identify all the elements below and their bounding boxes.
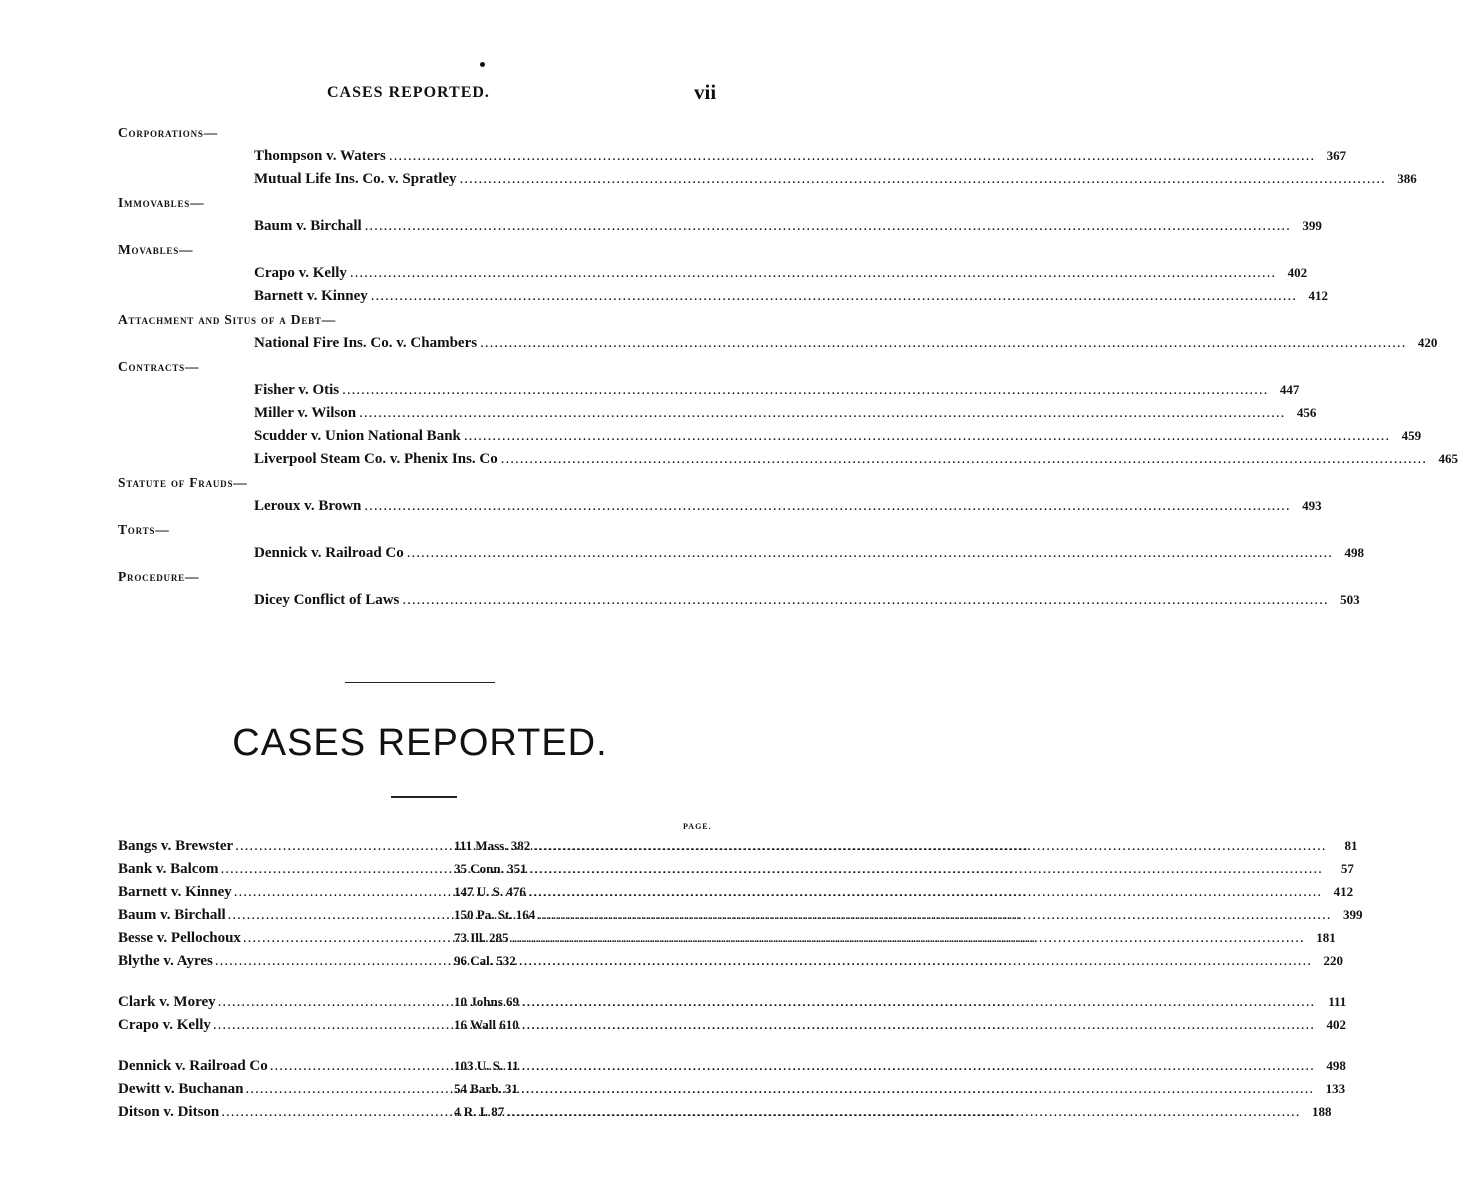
case-page: 220 [1323, 953, 1343, 968]
title-underline [391, 796, 457, 798]
contents-list [118, 120, 1458, 611]
running-head-title: CASES REPORTED. [327, 84, 490, 101]
case-citation: 150 Pa. St. 164 [454, 907, 536, 922]
contents-entry [254, 588, 1360, 611]
contents-entry [254, 447, 1458, 470]
dot-leader [501, 448, 1427, 471]
entry-page: 367 [1326, 148, 1347, 163]
dot-leader [533, 835, 1326, 858]
case-citation: 4 R. I. 87 [454, 1104, 505, 1119]
contents-entry [254, 261, 1308, 284]
case-citation: 10 Johns 69 [454, 994, 520, 1009]
case-name: Bangs v. Brewster [118, 838, 234, 854]
dot-leader [519, 950, 1312, 973]
dot-leader [350, 262, 1276, 285]
dot-leader [342, 379, 1268, 402]
case-name: Clark v. Morey [118, 994, 216, 1010]
case-page: 181 [1316, 930, 1336, 945]
dot-leader [464, 425, 1390, 448]
group-spacer [118, 1036, 724, 1054]
dot-leader [522, 1014, 1315, 1037]
case-name: Dewitt v. Buchanan [118, 1081, 244, 1097]
entry-name: Fisher v. Otis [254, 382, 340, 398]
case-citation: 96 Cal. 532 [454, 953, 516, 968]
case-citation: 73 Ill. 285 [454, 930, 509, 945]
entry-page: 503 [1340, 592, 1360, 607]
case-name: Besse v. Pellochoux [118, 930, 241, 946]
dot-leader [407, 542, 1333, 565]
case-row [118, 834, 1358, 857]
entry-name: Crapo v. Kelly [254, 265, 347, 281]
entry-name: Baum v. Birchall [254, 218, 362, 234]
case-citation: 147 U. S. 476 [454, 884, 526, 899]
contents-entry [254, 214, 1322, 237]
case-row [118, 949, 1343, 972]
entry-name: Mutual Life Ins. Co. v. Spratley [254, 171, 457, 187]
group-spacer [118, 972, 724, 990]
case-row [118, 1013, 1347, 1036]
case-citation: 103 U. S. 11 [454, 1058, 519, 1073]
section-heading: Attachment and Situs of a Debt— [118, 312, 337, 327]
case-row [118, 903, 1363, 926]
running-head [0, 80, 840, 108]
contents-entry [254, 424, 1422, 447]
dot-leader [371, 285, 1297, 308]
contents-entry [254, 541, 1364, 564]
entry-page: 465 [1438, 451, 1458, 466]
entry-name: Barnett v. Kinney [254, 288, 368, 304]
page-column-label: PAGE. [683, 822, 712, 831]
case-row [118, 926, 1336, 949]
case-name: Dennick v. Railroad Co [118, 1058, 268, 1074]
case-row [118, 857, 1354, 880]
entry-name: Liverpool Steam Co. v. Phenix Ins. Co [254, 451, 498, 467]
case-row [118, 1100, 1332, 1123]
entry-name: Leroux v. Brown [254, 498, 362, 514]
contents-entry [254, 378, 1300, 401]
entry-page: 412 [1308, 288, 1329, 303]
case-citation: 111 Mass. 382 [454, 838, 531, 853]
case-name: Barnett v. Kinney [118, 884, 232, 900]
entry-page: 493 [1302, 498, 1322, 513]
case-row [118, 1054, 1346, 1077]
section-heading: Corporations— [118, 125, 218, 140]
entry-page: 456 [1296, 405, 1317, 420]
section-heading: Statute of Frauds— [118, 475, 248, 490]
entry-page: 447 [1279, 382, 1300, 397]
case-row [118, 880, 1354, 903]
entry-name: Dicey Conflict of Laws [254, 592, 400, 608]
entry-page: 386 [1397, 171, 1417, 186]
contents-entry [254, 401, 1317, 424]
contents-entry [254, 144, 1347, 167]
contents-section [118, 239, 1329, 307]
case-name: Bank v. Balcom [118, 861, 219, 877]
dot-leader [402, 589, 1328, 612]
contents-entry [254, 284, 1329, 307]
dot-leader [512, 927, 1305, 950]
case-name: Crapo v. Kelly [118, 1017, 211, 1033]
dot-leader [522, 1055, 1315, 1078]
contents-section [118, 566, 1360, 611]
dot-leader [522, 991, 1315, 1014]
section-divider [345, 682, 495, 683]
case-row [118, 990, 1347, 1013]
entry-page: 459 [1401, 428, 1422, 443]
dot-leader [364, 495, 1290, 518]
dot-leader [538, 904, 1331, 927]
dot-leader [460, 168, 1386, 191]
page-number: vii [694, 80, 717, 104]
case-citation: 54 Barb. 31 [454, 1081, 518, 1096]
entry-name: National Fire Ins. Co. v. Chambers [254, 335, 478, 351]
case-page: 498 [1326, 1058, 1346, 1073]
dot-leader [507, 1101, 1300, 1124]
contents-entry [254, 167, 1417, 190]
case-row [118, 1077, 1346, 1100]
dot-leader [480, 332, 1406, 355]
contents-section [118, 122, 1417, 190]
case-page: 402 [1326, 1017, 1347, 1032]
entry-page: 420 [1417, 335, 1438, 350]
section-heading: Procedure— [118, 569, 200, 584]
entry-page: 402 [1287, 265, 1308, 280]
case-citation: 35 Conn. 351 [454, 861, 527, 876]
entry-page: 399 [1302, 218, 1322, 233]
ink-speck [480, 62, 485, 67]
entry-name: Miller v. Wilson [254, 405, 357, 421]
case-name: Blythe v. Ayres [118, 953, 213, 969]
contents-section [118, 519, 1364, 564]
dot-leader [365, 215, 1291, 238]
section-heading: Torts— [118, 522, 170, 537]
dot-leader [359, 402, 1285, 425]
contents-section [118, 309, 1438, 354]
section-heading: Movables— [118, 242, 194, 257]
case-name: Baum v. Birchall [118, 907, 226, 923]
entry-name: Thompson v. Waters [254, 148, 386, 164]
case-page: 57 [1340, 861, 1354, 876]
dot-leader [389, 145, 1315, 168]
case-name: Ditson v. Ditson [118, 1104, 220, 1120]
contents-section [118, 472, 1322, 517]
cases-reported-title: CASES REPORTED. [232, 722, 608, 764]
contents-entry [254, 494, 1322, 517]
contents-section [118, 356, 1458, 470]
dot-leader [529, 881, 1322, 904]
case-page: 81 [1344, 838, 1358, 853]
dot-leader [521, 1078, 1314, 1101]
case-page: 399 [1343, 907, 1363, 922]
case-page: 133 [1325, 1081, 1346, 1096]
case-page: 111 [1328, 994, 1347, 1009]
section-heading: Immovables— [118, 195, 205, 210]
entry-name: Dennick v. Railroad Co [254, 545, 404, 561]
entry-page: 498 [1344, 545, 1364, 560]
entry-name: Scudder v. Union National Bank [254, 428, 461, 444]
case-citation: 16 Wall 610 [454, 1017, 519, 1032]
dot-leader [530, 858, 1323, 881]
contents-entry [254, 331, 1438, 354]
contents-section [118, 192, 1322, 237]
cases-table [118, 834, 1363, 1123]
section-heading: Contracts— [118, 359, 200, 374]
case-page: 188 [1311, 1104, 1332, 1119]
case-page: 412 [1333, 884, 1354, 899]
